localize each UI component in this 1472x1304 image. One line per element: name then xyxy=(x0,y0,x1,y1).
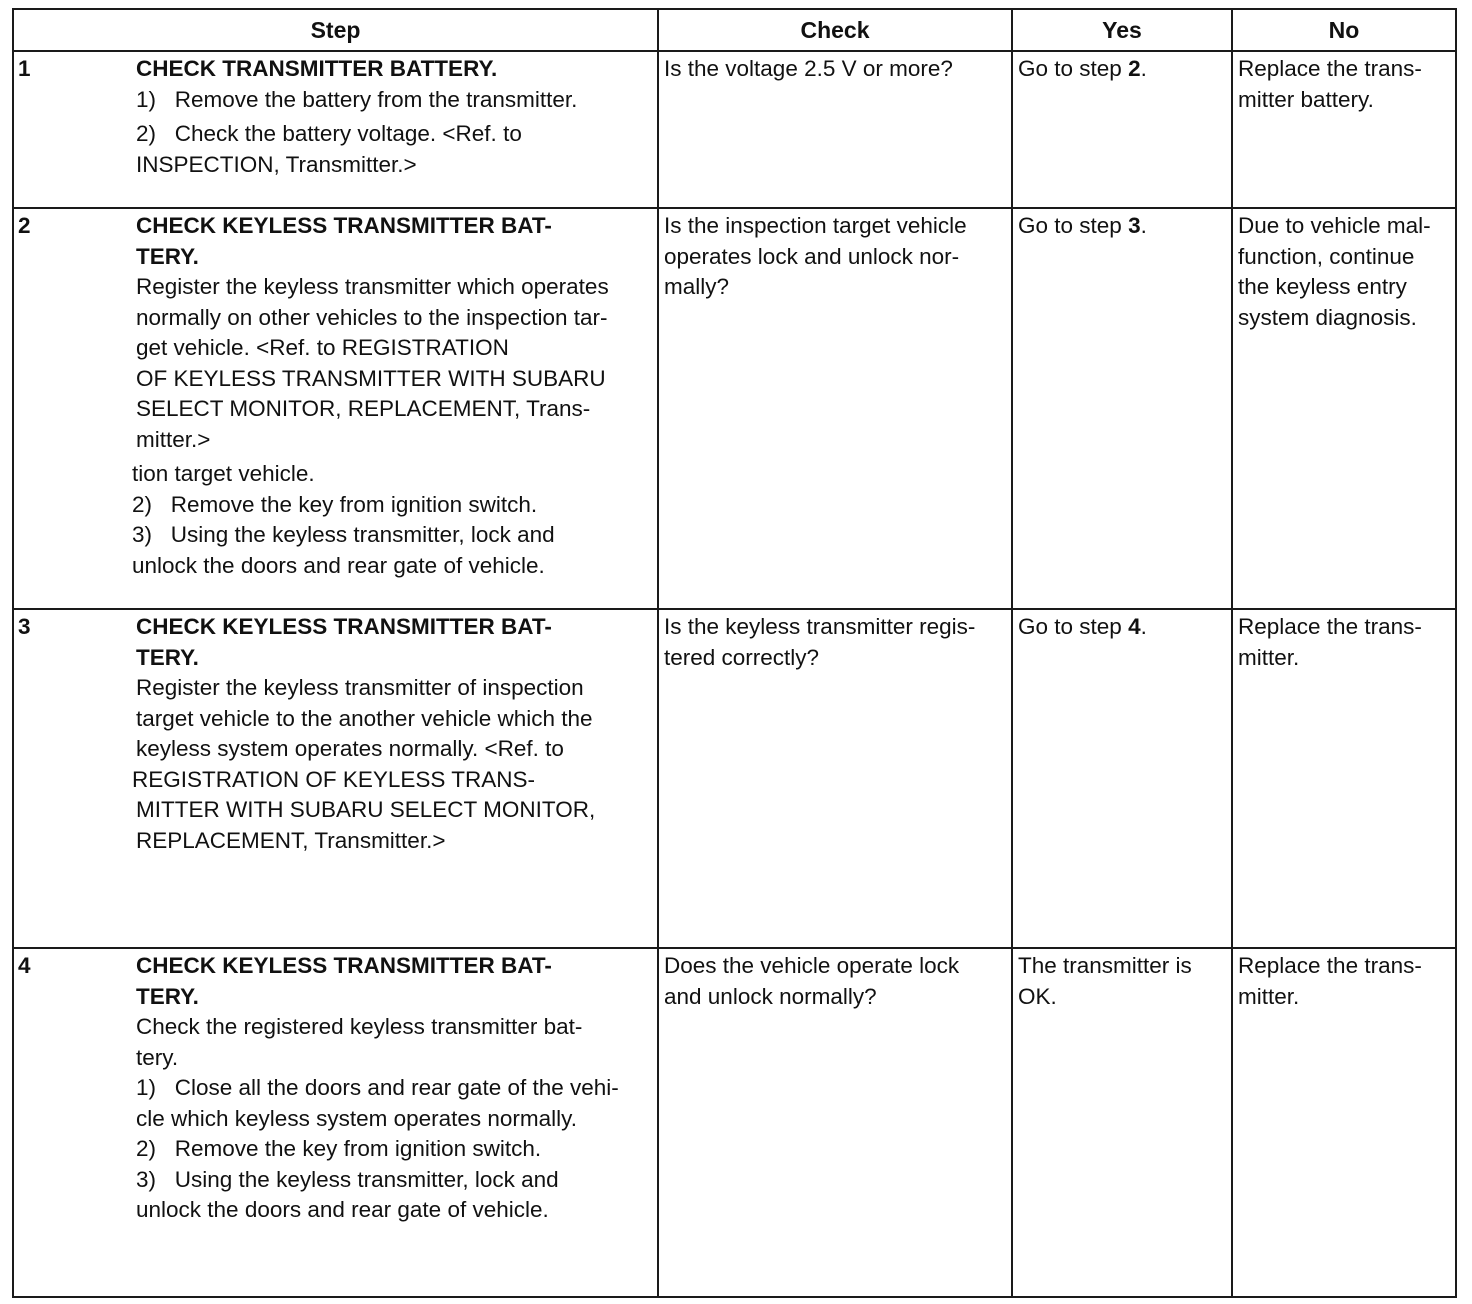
step-text-line: 2) Remove the key from ignition switch. xyxy=(132,491,538,517)
step-cell xyxy=(13,51,658,208)
step-number: 3 xyxy=(18,614,31,639)
table-row xyxy=(13,609,1456,948)
step-text-line: MITTER WITH SUBARU SELECT MONITOR, xyxy=(136,797,596,822)
step-text-line: keyless system operates normally. <Ref. to xyxy=(136,736,564,761)
step-text-line: 1) Close all the doors and rear gate of the vehi- xyxy=(136,1075,619,1100)
step-text-line: Register the keyless transmitter which operates xyxy=(136,274,609,299)
step-title: CHECK TRANSMITTER BATTERY. xyxy=(136,56,498,81)
step-text-line: 2) Remove the key from ignition switch. xyxy=(136,1136,542,1161)
step-text-line: cle which keyless system operates normally. xyxy=(136,1105,577,1131)
check-cell xyxy=(658,51,1012,208)
step-text-line: normally on other vehicles to the inspection tar- xyxy=(136,304,608,330)
check-text: Does the vehicle operate lock and unlock normally? xyxy=(664,953,960,1009)
step-text-line: get vehicle. <Ref. to REGISTRATION xyxy=(136,335,509,360)
yes-text: The transmitter is OK. xyxy=(1018,953,1192,1009)
check-text: Is the inspection target vehicle operates lock and unlock nor- mally? xyxy=(664,213,967,299)
yes-text: Go to step 3. xyxy=(1018,213,1147,238)
step-text-line: SELECT MONITOR, REPLACEMENT, Trans- xyxy=(136,396,591,421)
yes-text: Go to step 4. xyxy=(1018,614,1147,639)
header-check: Check xyxy=(658,9,1012,51)
table-row xyxy=(13,208,1456,609)
step-text-line: unlock the doors and rear gate of vehicle. xyxy=(132,552,545,578)
step-title: CHECK KEYLESS TRANSMITTER BAT- TERY. xyxy=(136,614,552,670)
check-text: Is the voltage 2.5 V or more? xyxy=(664,56,953,81)
no-text: Replace the trans- mitter battery. xyxy=(1238,56,1422,112)
header-step: Step xyxy=(13,9,658,51)
step-text-line: tion target vehicle. xyxy=(132,461,315,486)
no-text: Replace the trans- mitter. xyxy=(1238,614,1422,670)
step-text-line: 3) Using the keyless transmitter, lock and xyxy=(136,1166,559,1192)
no-cell xyxy=(1232,948,1456,1297)
step-text-line: mitter.> xyxy=(136,426,211,452)
no-cell xyxy=(1232,208,1456,609)
check-text: Is the keyless transmitter regis- tered correctly? xyxy=(664,614,976,670)
yes-cell xyxy=(1012,609,1232,948)
step-cell xyxy=(13,948,658,1297)
table-row xyxy=(13,948,1456,1297)
header-no: No xyxy=(1232,9,1456,51)
yes-cell xyxy=(1012,51,1232,208)
step-number: 1 xyxy=(18,56,31,81)
header-row xyxy=(13,9,1456,51)
step-text-line: 1) Remove the battery from the transmitter. xyxy=(136,86,578,112)
yes-text: Go to step 2. xyxy=(1018,56,1147,81)
step-text-line: target vehicle to the another vehicle which the xyxy=(136,705,593,731)
step-text-line: Check the registered keyless transmitter bat- xyxy=(136,1014,583,1039)
step-number: 2 xyxy=(18,213,31,238)
check-cell xyxy=(658,609,1012,948)
diagnosis-table xyxy=(12,8,1457,1298)
no-text: Due to vehicle mal- function, continue the keyless entry system diagnosis. xyxy=(1238,213,1431,330)
no-cell xyxy=(1232,609,1456,948)
header-yes: Yes xyxy=(1012,9,1232,51)
step-title: CHECK KEYLESS TRANSMITTER BAT- TERY. xyxy=(136,213,552,269)
step-text-line: 3) Using the keyless transmitter, lock and xyxy=(132,522,555,547)
step-text-line: REPLACEMENT, Transmitter.> xyxy=(136,827,446,853)
step-cell xyxy=(13,208,658,609)
no-text: Replace the trans- mitter. xyxy=(1238,953,1422,1009)
step-cell xyxy=(13,609,658,948)
no-cell xyxy=(1232,51,1456,208)
step-text-line: REGISTRATION OF KEYLESS TRANS- xyxy=(132,766,535,792)
step-text-line: unlock the doors and rear gate of vehicle. xyxy=(136,1197,549,1222)
yes-cell xyxy=(1012,208,1232,609)
step-text-line: Register the keyless transmitter of inspection xyxy=(136,675,584,700)
step-title: CHECK KEYLESS TRANSMITTER BAT- TERY. xyxy=(136,953,552,1009)
step-number: 4 xyxy=(18,953,31,978)
step-text-line: 2) Check the battery voltage. <Ref. to xyxy=(136,121,522,146)
table-row xyxy=(13,51,1456,208)
step-text-line: OF KEYLESS TRANSMITTER WITH SUBARU xyxy=(136,365,606,391)
yes-cell xyxy=(1012,948,1232,1297)
check-cell xyxy=(658,208,1012,609)
step-text-line: tery. xyxy=(136,1044,179,1070)
step-text-line: INSPECTION, Transmitter.> xyxy=(136,151,417,177)
check-cell xyxy=(658,948,1012,1297)
